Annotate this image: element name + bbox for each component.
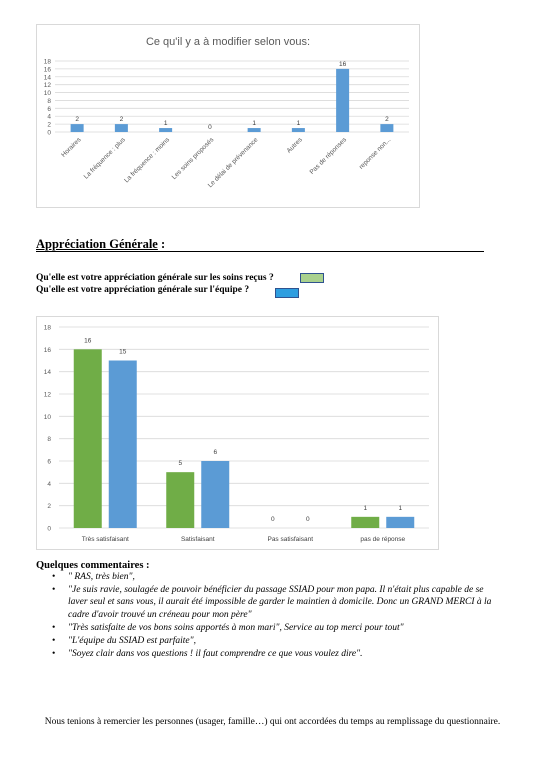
comment-item: • "Je suis ravie, soulagée de pouvoir bénéficier du passage SSIAD pour mon papa. Il n'était plus capable de se laver seul et sans vous, il aurait été impossible de garder le maintien à domicile. Donc un GRAND MERCI à la cadre d'avoir trouvé un créneau pour mon père" xyxy=(68,584,498,621)
y-tick-label: 4 xyxy=(47,113,51,121)
y-tick-label: 4 xyxy=(47,480,51,488)
y-tick-label: 12 xyxy=(43,82,51,90)
x-tick-label: Satisfaisant xyxy=(180,536,215,543)
data-label: 2 xyxy=(385,116,389,124)
question-soins-text: Qu'elle est votre appréciation générale sur les soins reçus ? xyxy=(36,273,274,283)
y-tick-label: 8 xyxy=(47,97,51,105)
question-equipe xyxy=(36,285,249,295)
question-soins xyxy=(36,273,274,283)
y-tick-label: 14 xyxy=(43,369,51,377)
bar xyxy=(336,69,349,132)
comment-item: • "Très satisfaite de vos bons soins apportés à mon mari", Service au top merci pour tout" xyxy=(68,622,498,634)
data-label: 1 xyxy=(398,504,403,512)
x-tick-label: Autres xyxy=(285,136,304,155)
y-tick-label: 16 xyxy=(43,66,51,74)
y-tick-label: 0 xyxy=(47,129,51,137)
section-title-suffix: : xyxy=(157,237,166,251)
x-tick-label: Pas de réponses xyxy=(308,136,349,176)
y-tick-label: 2 xyxy=(47,121,51,129)
bar xyxy=(115,124,128,132)
x-tick-label: Les soins proposés xyxy=(170,136,216,182)
y-tick-label: 2 xyxy=(47,503,51,511)
y-tick-label: 16 xyxy=(43,346,51,354)
legend-swatch-soins xyxy=(300,273,324,283)
y-tick-label: 6 xyxy=(47,105,51,113)
chart-title: Ce qu'il y a à modifier selon vous: xyxy=(145,36,311,48)
bar xyxy=(166,472,194,528)
data-label: 15 xyxy=(119,348,127,356)
comments-title-text: Quelques commentaires xyxy=(36,560,144,571)
bar xyxy=(351,517,379,528)
y-tick-label: 10 xyxy=(43,90,51,98)
data-label: 16 xyxy=(339,60,347,68)
legend-swatch-equipe xyxy=(275,288,299,298)
data-label: 1 xyxy=(163,120,168,128)
comment-item: • "Soyez clair dans vos questions ! il faut comprendre ce que vous voulez dire". xyxy=(68,648,498,660)
x-tick-label: Pas satisfaisant xyxy=(267,536,314,543)
thank-you-note: Nous tenions à remercier les personnes (usager, famille…) qui ont accordées du temps au remplissage du questionnaire. xyxy=(44,717,501,727)
section-title: Appréciation Générale xyxy=(36,237,158,251)
comment-item: • " RAS, très bien", xyxy=(68,571,498,583)
data-label: 0 xyxy=(208,124,212,131)
appreciation-chart xyxy=(36,316,439,550)
data-label: 1 xyxy=(363,504,368,512)
x-tick-label: Le délai de prévenance xyxy=(206,136,260,190)
comments-list xyxy=(52,571,498,661)
bar xyxy=(292,128,305,132)
data-label: 0 xyxy=(305,516,310,523)
y-tick-label: 10 xyxy=(43,413,51,421)
y-tick-label: 8 xyxy=(47,436,51,444)
bar xyxy=(386,517,414,528)
comments-title xyxy=(36,560,150,571)
data-label: 2 xyxy=(119,116,124,124)
y-tick-label: 0 xyxy=(47,525,51,533)
data-label: 16 xyxy=(84,337,92,345)
y-tick-label: 14 xyxy=(43,74,51,82)
bar xyxy=(109,361,137,529)
question-equipe-text: Qu'elle est votre appréciation générale sur l'équipe ? xyxy=(36,285,250,295)
x-tick-label: La fréquence : plus xyxy=(82,136,127,181)
y-tick-label: 18 xyxy=(43,324,51,332)
section-heading xyxy=(36,238,484,252)
y-tick-label: 12 xyxy=(43,391,51,399)
comments-title-suffix: : xyxy=(143,560,150,571)
data-label: 0 xyxy=(270,516,275,523)
modifications-chart xyxy=(36,24,420,208)
appreciation-chart-svg xyxy=(37,317,438,549)
bar xyxy=(380,124,393,132)
data-label: 5 xyxy=(178,460,183,468)
bar xyxy=(159,128,172,132)
data-label: 2 xyxy=(75,116,79,124)
bar xyxy=(201,461,229,528)
x-tick-label: reponse non... xyxy=(357,136,393,171)
y-tick-label: 6 xyxy=(47,458,51,466)
bar xyxy=(74,349,102,528)
data-label: 1 xyxy=(296,120,301,128)
x-tick-label: pas de réponse xyxy=(360,536,406,543)
x-tick-label: Horaires xyxy=(60,136,83,159)
x-tick-label: La fréquence : moins xyxy=(123,136,172,185)
data-label: 6 xyxy=(213,449,218,456)
comment-item: • "L'équipe du SSIAD est parfaite", xyxy=(68,635,498,647)
y-tick-label: 18 xyxy=(43,58,51,66)
x-tick-label: Très satisfaisant xyxy=(81,536,129,543)
bar xyxy=(248,128,261,132)
bar xyxy=(71,124,84,132)
data-label: 1 xyxy=(252,120,256,128)
modifications-chart-svg xyxy=(37,25,419,207)
